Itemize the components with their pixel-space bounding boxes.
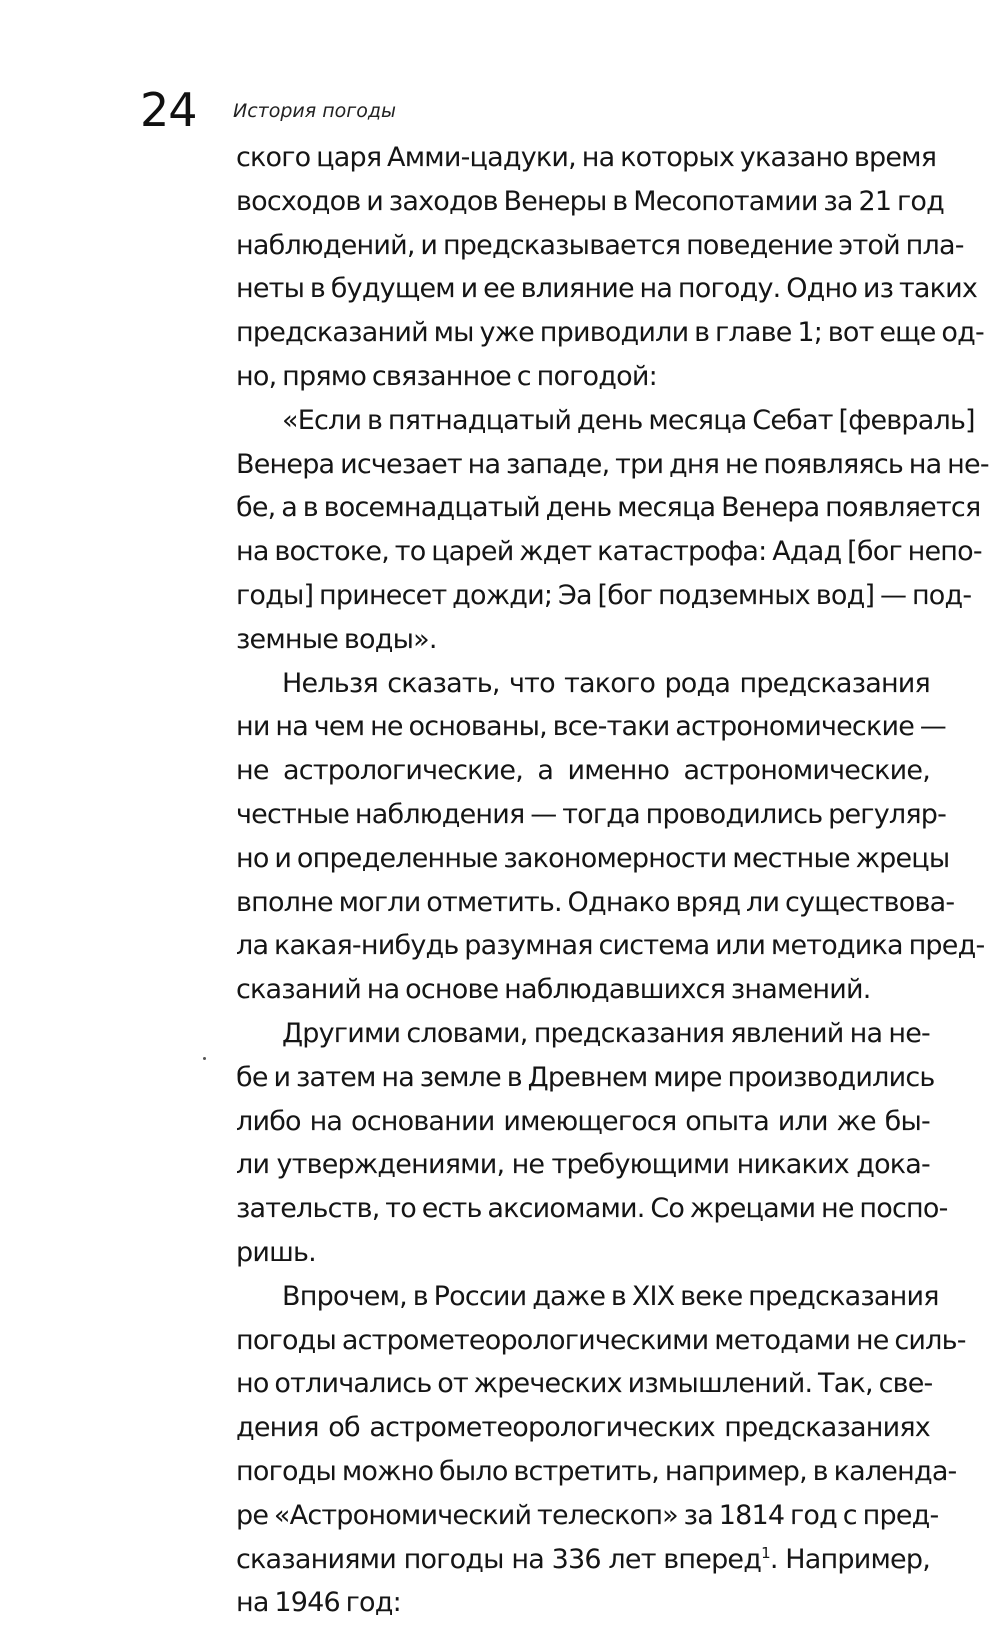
quote-line: бе, а в восемнадцатый день месяца Венера появляется (236, 492, 981, 524)
page-number: 24 (140, 83, 197, 137)
quote-line: на востоке, то царей ждет катастрофа: Адад [бог непо- (236, 536, 982, 568)
stray-mark (203, 1057, 206, 1060)
text-line: Нельзя сказать, что такого рода предсказания (282, 667, 930, 699)
text-line: Другими словами, предсказания явлений на не- (282, 1017, 930, 1049)
quote-line: земные воды». (236, 623, 437, 655)
text-line: ришь. (236, 1236, 316, 1268)
footnote-marker[interactable]: 1 (761, 1543, 770, 1562)
text-line: восходов и заходов Венеры в Месопотамии за 21 год (236, 185, 944, 217)
text-line: погоды астрометеорологическими методами не силь- (236, 1324, 966, 1356)
text-line: вполне могли отметить. Однако вряд ли существова- (236, 886, 955, 918)
line-text-continued: . Например, (769, 1543, 930, 1575)
text-line: ни на чем не основаны, все-таки астрономические — (236, 711, 946, 743)
page-body (236, 136, 989, 1625)
text-line: погоды можно было встретить, например, в календа- (236, 1455, 957, 1487)
line-text: сказаниями погоды на 336 лет вперед (236, 1543, 762, 1575)
text-line: предсказаний мы уже приводили в главе 1; вот еще од- (236, 317, 984, 349)
quote-line: годы] принесет дожди; Эа [бог подземных вод] — под- (236, 579, 972, 611)
text-line: но и определенные закономерности местные жрецы (236, 842, 950, 874)
text-line: ла какая-нибудь разумная система или методика пред- (236, 930, 985, 962)
text-line: Впрочем, в России даже в XIX веке предсказания (282, 1280, 939, 1312)
text-line: но отличались от жреческих измышлений. Так, све- (236, 1368, 933, 1400)
text-line: ре «Астрономический телескоп» за 1814 год с пред- (236, 1499, 939, 1531)
text-line: ли утверждениями, не требующими никаких дока- (236, 1149, 930, 1181)
text-line: ского царя Амми-цадуки, на которых указано время (236, 142, 937, 173)
text-line: не астрологические, а именно астрономические, (236, 755, 930, 787)
quote-line: «Если в пятнадцатый день месяца Себат [февраль] (282, 404, 975, 436)
text-line: наблюдений, и предсказывается поведение этой пла- (236, 229, 964, 261)
text-line: либо на основании имеющегося опыта или же бы- (236, 1105, 930, 1137)
text-line-with-footnote (236, 1538, 930, 1582)
text-line: бе и затем на земле в Древнем мире производились (236, 1061, 935, 1093)
text-line: сказаний на основе наблюдавшихся знамений. (236, 974, 871, 1006)
text-line: неты в будущем и ее влияние на погоду. Одно из таких (236, 273, 978, 305)
text-line: но, прямо связанное с погодой: (236, 360, 657, 392)
quote-line: Венера исчезает на западе, три дня не появляясь на не- (236, 448, 989, 480)
text-line: честные наблюдения — тогда проводились регуляр- (236, 798, 947, 830)
text-line: на 1946 год: (236, 1587, 401, 1619)
running-title: История погоды (233, 100, 397, 122)
text-line: дения об астрометеорологических предсказаниях (236, 1412, 930, 1444)
text-line: зательств, то есть аксиомами. Со жрецами не поспо- (236, 1193, 948, 1225)
